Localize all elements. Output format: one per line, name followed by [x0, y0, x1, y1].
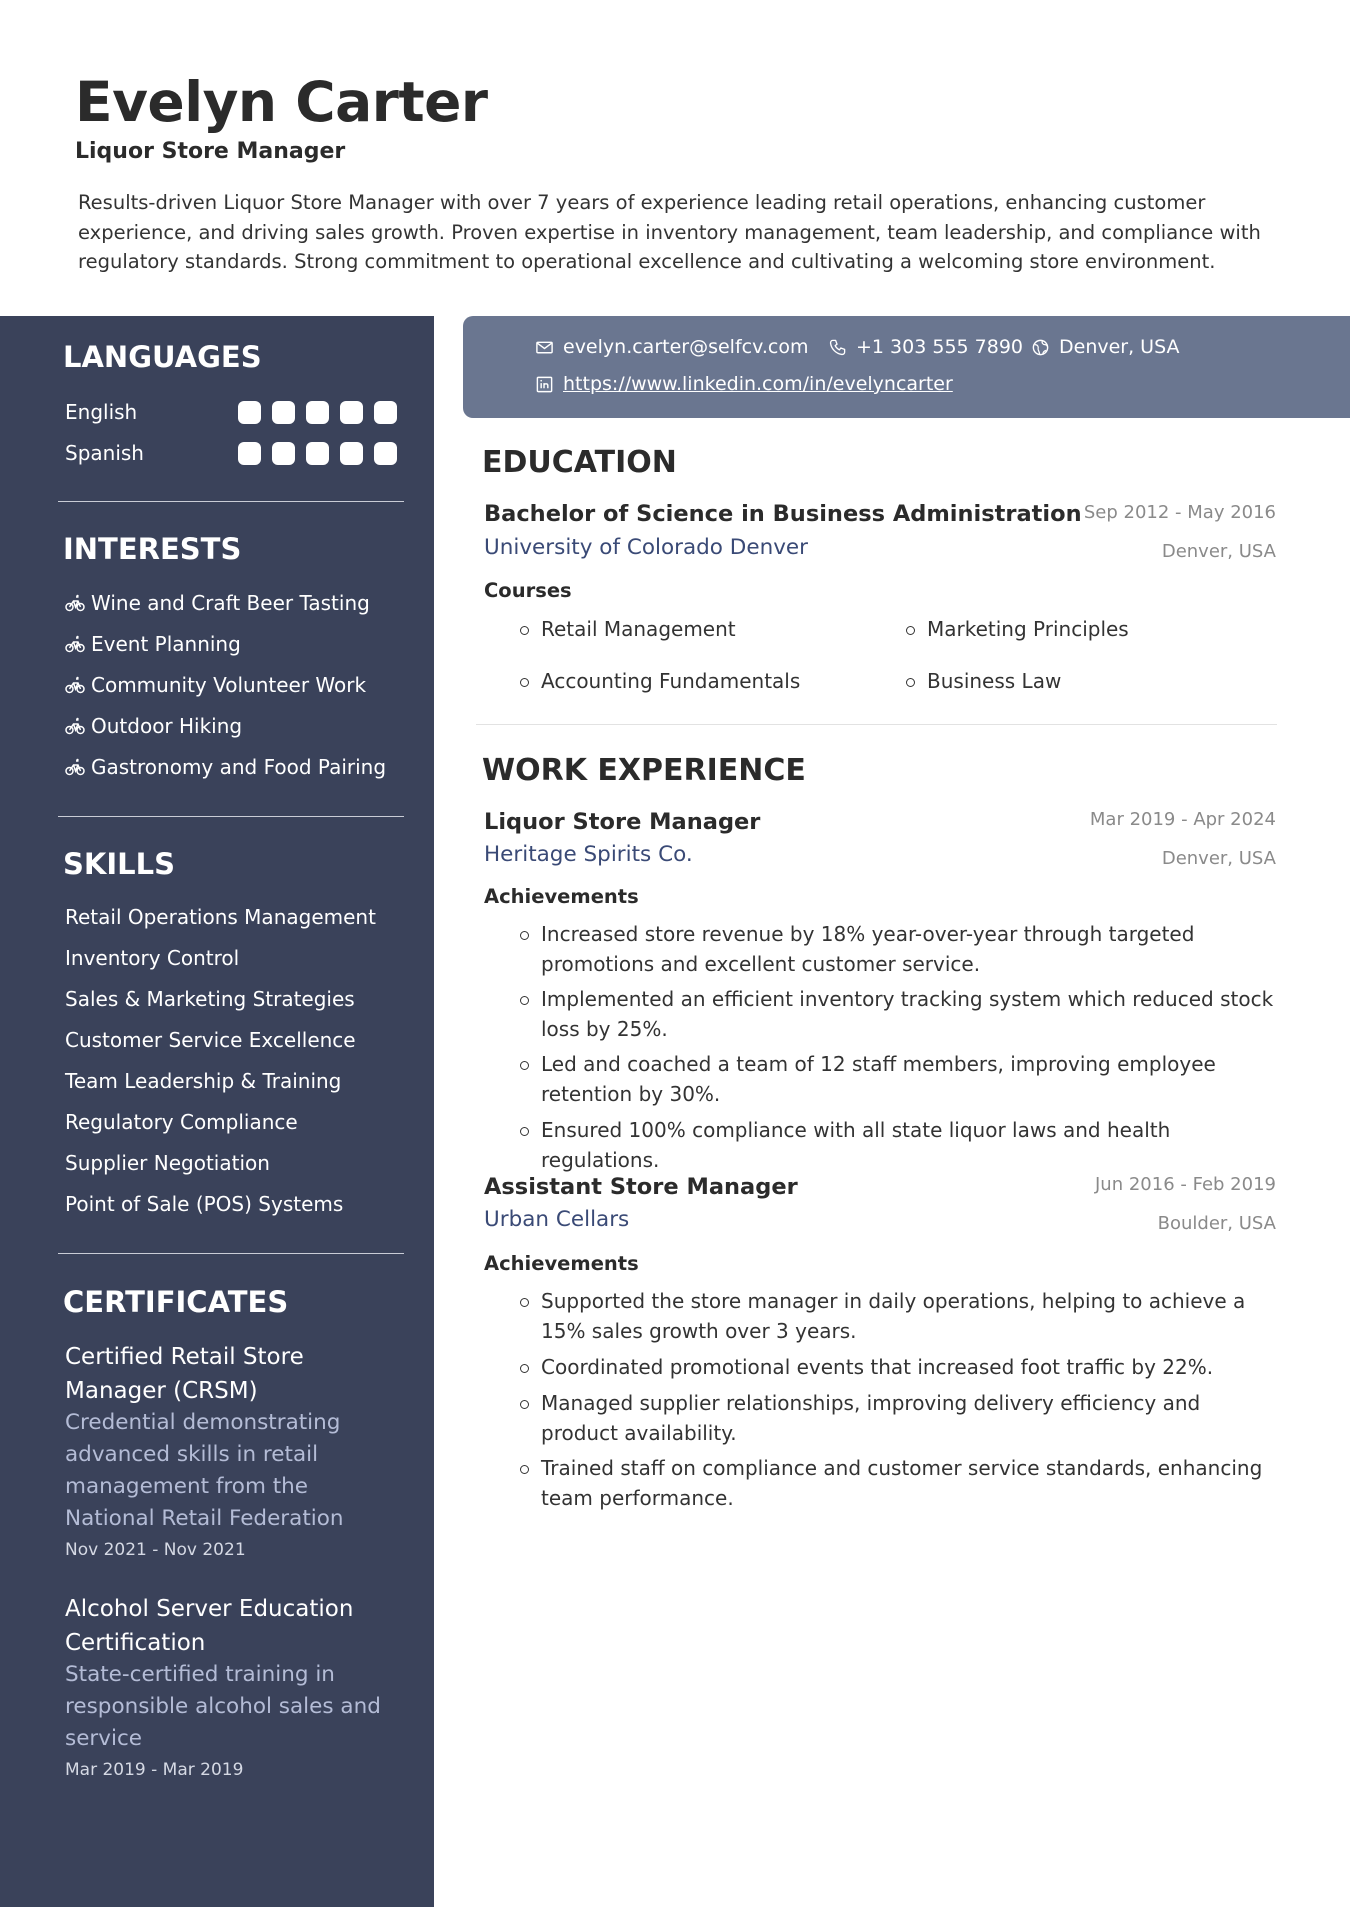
certificate-date: Mar 2019 - Mar 2019 [65, 1760, 244, 1780]
interest-label: Outdoor Hiking [91, 714, 243, 738]
envelope-icon [535, 338, 554, 357]
bicycle-icon [65, 717, 85, 735]
section-divider [58, 501, 404, 502]
phone-icon [828, 338, 847, 357]
email-text: evelyn.carter@selfcv.com [563, 336, 809, 358]
achievement-item: Managed supplier relationships, improving delivery efficiency and product availability. [541, 1389, 1281, 1448]
work-experience-heading: WORK EXPERIENCE [482, 753, 806, 788]
level-dot [306, 401, 329, 424]
skill-item: Inventory Control [65, 946, 240, 970]
skills-heading: SKILLS [63, 847, 175, 881]
phone-text: +1 303 555 7890 [856, 336, 1024, 358]
job-dates: Mar 2019 - Apr 2024 [1089, 809, 1276, 830]
certificate-title: Certified Retail Store Manager (CRSM) [65, 1344, 304, 1404]
skill-item: Point of Sale (POS) Systems [65, 1192, 344, 1216]
interest-label: Wine and Craft Beer Tasting [91, 591, 370, 615]
course-item: Accounting Fundamentals [541, 669, 801, 693]
section-divider [476, 724, 1277, 725]
linkedin-icon [535, 375, 554, 394]
skill-item: Supplier Negotiation [65, 1151, 270, 1175]
achievement-item: Ensured 100% compliance with all state liquor laws and health regulations. [541, 1116, 1281, 1175]
skill-item: Team Leadership & Training [65, 1069, 342, 1093]
linkedin-link[interactable]: https://www.linkedin.com/in/evelyncarter [563, 373, 953, 395]
job-title: Liquor Store Manager [75, 139, 346, 164]
skill-item: Sales & Marketing Strategies [65, 987, 355, 1011]
job-location: Denver, USA [1161, 848, 1276, 869]
achievement-item: Coordinated promotional events that increased foot traffic by 22%. [541, 1353, 1281, 1383]
sidebar [0, 316, 434, 1907]
interest-label: Gastronomy and Food Pairing [91, 755, 387, 779]
location-contact [1031, 334, 1180, 360]
level-dot [238, 442, 261, 465]
interest-item [65, 670, 366, 700]
bicycle-icon [65, 635, 85, 653]
achievement-item: Led and coached a team of 12 staff members, improving employee retention by 30%. [541, 1050, 1281, 1109]
job-dates: Jun 2016 - Feb 2019 [1095, 1174, 1276, 1195]
education-heading: EDUCATION [482, 445, 677, 480]
skill-item: Retail Operations Management [65, 905, 376, 929]
candidate-name: Evelyn Carter [75, 70, 488, 134]
email-contact[interactable] [535, 334, 808, 360]
certificate-description: Credential demonstrating advanced skills in retail management from the National Retail Federation [65, 1410, 344, 1531]
job-location: Boulder, USA [1157, 1213, 1276, 1234]
interests-heading: INTERESTS [63, 532, 242, 566]
bicycle-icon [65, 758, 85, 776]
job-title: Liquor Store Manager [484, 809, 761, 835]
certificate-date: Nov 2021 - Nov 2021 [65, 1540, 246, 1560]
level-dot [340, 442, 363, 465]
bicycle-icon [65, 594, 85, 612]
language-level-rating [238, 442, 397, 465]
course-item: Marketing Principles [927, 617, 1129, 641]
achievement-item: Increased store revenue by 18% year-over-year through targeted promotions and excellent customer service. [541, 920, 1281, 979]
interest-item [65, 629, 241, 659]
skill-item: Customer Service Excellence [65, 1028, 356, 1052]
course-item: Business Law [927, 669, 1062, 693]
level-dot [272, 401, 295, 424]
interest-label: Community Volunteer Work [91, 673, 367, 697]
level-dot [306, 442, 329, 465]
achievements-label: Achievements [484, 885, 639, 908]
linkedin-contact[interactable] [535, 371, 953, 397]
certificates-heading: CERTIFICATES [63, 1285, 289, 1319]
achievement-item: Implemented an efficient inventory tracking system which reduced stock loss by 25%. [541, 985, 1281, 1044]
education-location: Denver, USA [1161, 541, 1276, 562]
level-dot [238, 401, 261, 424]
certificate-title: Alcohol Server Education Certification [65, 1596, 354, 1656]
achievement-item: Supported the store manager in daily operations, helping to achieve a 15% sales growth over 3 years. [541, 1287, 1281, 1346]
achievements-label: Achievements [484, 1252, 639, 1275]
globe-icon [1031, 338, 1050, 357]
bicycle-icon [65, 676, 85, 694]
interest-item [65, 588, 370, 618]
section-divider [58, 816, 404, 817]
education-dates: Sep 2012 - May 2016 [1083, 502, 1276, 523]
course-item: Retail Management [541, 617, 736, 641]
degree-title: Bachelor of Science in Business Administration [484, 501, 1082, 527]
location-text: Denver, USA [1059, 336, 1180, 358]
school-name: University of Colorado Denver [484, 535, 808, 560]
skill-item: Regulatory Compliance [65, 1110, 298, 1134]
interest-item [65, 752, 386, 782]
languages-heading: LANGUAGES [63, 340, 262, 374]
level-dot [272, 442, 295, 465]
job-title: Assistant Store Manager [484, 1174, 798, 1200]
profile-summary: Results-driven Liquor Store Manager with over 7 years of experience leading retail operations, enhancing customer experience, and driving sales growth. Proven expertise in inventory management, team leadership, and compliance with regulatory standards. Strong commitment to operational excellence and cultivating a welcoming store environment. [78, 191, 1261, 273]
interest-item [65, 711, 242, 741]
language-item [65, 439, 405, 469]
achievement-item: Trained staff on compliance and customer service standards, enhancing team performance. [541, 1454, 1281, 1513]
contact-bar [463, 316, 1350, 418]
phone-contact[interactable] [828, 334, 1023, 360]
language-level-rating [238, 401, 397, 424]
company-name: Urban Cellars [484, 1207, 630, 1232]
level-dot [340, 401, 363, 424]
courses-label: Courses [484, 579, 572, 602]
interest-label: Event Planning [91, 632, 241, 656]
language-item [65, 398, 405, 428]
company-name: Heritage Spirits Co. [484, 842, 693, 867]
language-name: Spanish [65, 441, 144, 465]
language-name: English [65, 400, 138, 424]
certificate-description: State-certified training in responsible alcohol sales and service [65, 1662, 381, 1751]
level-dot [374, 442, 397, 465]
level-dot [374, 401, 397, 424]
section-divider [58, 1253, 404, 1254]
